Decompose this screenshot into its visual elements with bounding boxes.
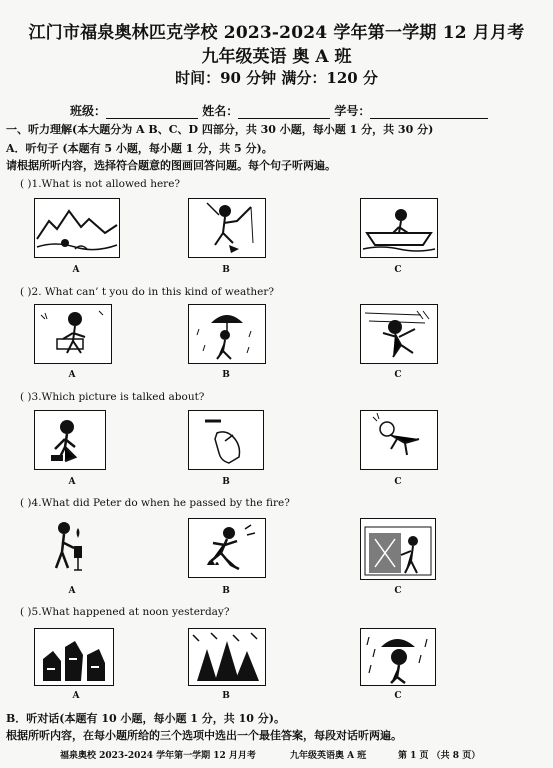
q2-label-a: A [68, 370, 76, 380]
class-label: 班级： [70, 104, 107, 118]
q4-option-c-picture [360, 518, 436, 580]
q5-label-b: B [222, 691, 230, 701]
exam-title: 江门市福泉奥林匹克学校 2023-2024 学年第一学期 12 月月考 [28, 23, 525, 43]
q1-option-a-picture [34, 198, 120, 258]
q5-label-a: A [72, 691, 80, 701]
question-4: ( )4.What did Peter do when he passed by the fire? [20, 497, 290, 509]
q1-label-c: C [394, 265, 402, 275]
question-3: ( )3.Which picture is talked about? [20, 391, 205, 403]
exam-subtitle: 九年级英语 奥 A 班 [201, 47, 352, 67]
question-1: ( )1.What is not allowed here? [20, 178, 181, 190]
q2-label-b: B [222, 370, 230, 380]
footer-page: 第 1 页 （共 8 页） [398, 751, 481, 761]
q3-label-c: C [394, 477, 402, 487]
number-label: 学号： [334, 104, 371, 118]
exam-time-score: 时间：90 分钟 满分：120 分 [175, 69, 378, 87]
section1-heading: 一、听力理解(本大题分为 A B、C、D 四部分，共 30 小题，每小题 1 分，共 30 分) [6, 123, 434, 136]
q3-option-b-picture [188, 410, 264, 470]
question-2: ( )2. What can’ t you do in this kind of weather? [20, 286, 275, 298]
q2-label-c: C [394, 370, 402, 380]
footer-school: 福泉奥校 2023-2024 学年第一学期 12 月月考 [60, 751, 256, 761]
q5-option-b-picture [188, 628, 266, 686]
name-label: 姓名： [202, 104, 239, 118]
footer-class: 九年级英语奥 A 班 [290, 751, 367, 761]
student-info-fields [70, 102, 488, 119]
q3-label-b: B [222, 477, 230, 487]
q3-option-c-picture [360, 410, 438, 470]
q1-label-b: B [222, 265, 230, 275]
q3-option-a-picture [34, 410, 106, 470]
q5-option-c-picture [360, 628, 436, 686]
q2-option-a-picture [34, 304, 112, 364]
number-field[interactable] [370, 106, 488, 119]
q4-option-b-picture [188, 518, 266, 578]
q4-option-a-picture [34, 518, 110, 576]
q5-label-c: C [394, 691, 402, 701]
q1-option-b-picture [188, 198, 266, 258]
name-field[interactable] [238, 106, 330, 119]
q2-option-b-picture [188, 304, 266, 364]
partA-heading: A．听句子 (本题有 5 小题，每小题 1 分，共 5 分)。 [6, 142, 273, 155]
q4-label-b: B [222, 586, 230, 596]
question-5: ( )5.What happened at noon yesterday? [20, 606, 230, 618]
partB-instruction: 根据所听内容，在每小题所给的三个选项中选出一个最佳答案，每段对话听两遍。 [6, 729, 402, 742]
q4-label-a: A [68, 586, 76, 596]
q2-option-c-picture [360, 304, 438, 364]
class-field[interactable] [106, 106, 198, 119]
q4-label-c: C [394, 586, 402, 596]
q1-option-c-picture [360, 198, 438, 258]
q3-label-a: A [68, 477, 76, 487]
partB-heading: B．听对话(本题有 10 小题，每小题 1 分，共 10 分)。 [6, 712, 285, 725]
q5-option-a-picture [34, 628, 114, 686]
partA-instruction: 请根据所听内容，选择符合题意的图画回答问题。每个句子听两遍。 [6, 159, 336, 172]
q1-label-a: A [72, 265, 80, 275]
